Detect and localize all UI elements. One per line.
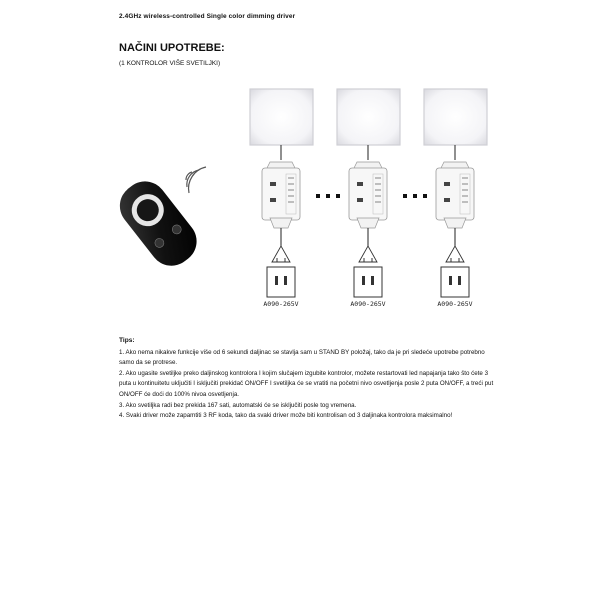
- plug-icon: [359, 246, 377, 262]
- tips-section: [119, 336, 501, 422]
- remote-body: [111, 173, 205, 275]
- dimming-driver: [262, 168, 300, 220]
- tip-item: 3. Ako svetiljka radi bez prekida 167 sati, automatski će se isključiti posle tog vremena.: [119, 401, 357, 409]
- lighting-unit-3: [424, 89, 487, 308]
- voltage-label: A090-265V: [263, 300, 299, 308]
- plug-icon: [272, 246, 290, 262]
- voltage-label: A090-265V: [350, 300, 386, 308]
- led-panel: [250, 89, 313, 145]
- wall-outlet-icon: [441, 267, 469, 297]
- led-panel: [337, 89, 400, 145]
- plug-icon: [446, 246, 464, 262]
- remote-control: [111, 167, 206, 275]
- dimming-driver: [436, 168, 474, 220]
- tips-title: Tips:: [119, 337, 135, 344]
- dimming-driver: [349, 168, 387, 220]
- lighting-unit-2: [337, 89, 400, 308]
- tip-item: 4. Svaki driver može zapamtiti 3 RF koda, tako da svaki driver može biti kontrolisan od 3 daljinaka kontrolora maksimalno!: [119, 412, 453, 420]
- wall-outlet-icon: [354, 267, 382, 297]
- wall-outlet-icon: [267, 267, 295, 297]
- voltage-label: A090-265V: [437, 300, 473, 308]
- document-header: 2.4GHz wireless-controlled Single color dimming driver: [119, 13, 296, 20]
- lighting-unit-1: [250, 89, 313, 308]
- led-panel: [424, 89, 487, 145]
- tip-item: 1. Ako nema nikakve funkcije više od 6 sekundi daljinac se stavlja sam u STAND BY položaj, tako da je pri sledeće upotrebe potrebno samo da se protrese.: [119, 348, 485, 367]
- section-subtitle: (1 KONTROLOR VIŠE SVETILJKI): [119, 60, 221, 67]
- section-title: NAČINI UPOTREBE:: [119, 42, 225, 54]
- tip-item: 2. Ako ugasite svetiljke preko daljinskog kontrolora I kojim slučajem izgubite kontrolor, možete restartovati led napajanja tako što ćete 3 puta u kontinuitetu uključiti I isključiti prekidač ON/OFF I svetiljka će se vratiti na početni nivo osvetljenja posle 2 puta ON/OFF, a treći put ON/OFF će doći do 100% nivoa osvetljenja.: [119, 369, 494, 398]
- wireless-signal-icon: [186, 167, 206, 193]
